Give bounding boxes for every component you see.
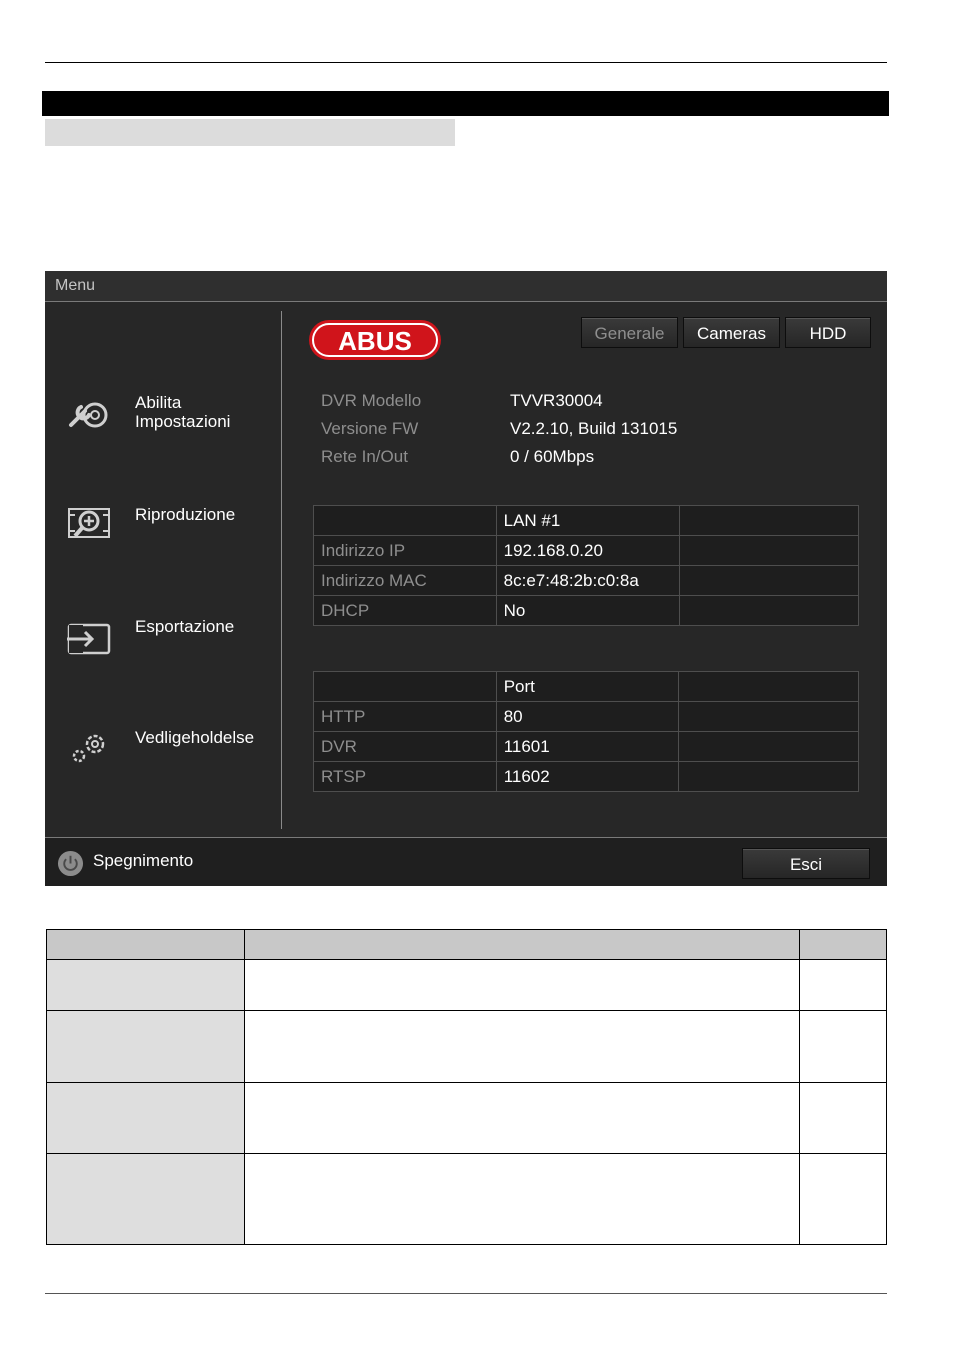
menu-footer: [45, 837, 887, 886]
table-row: [314, 762, 859, 792]
lan-header-cell-1: LAN #1: [496, 506, 679, 536]
table-cell: [800, 960, 887, 1011]
sidebar-item-export-label: Esportazione: [135, 617, 235, 636]
table-cell: [244, 1083, 799, 1154]
tab-hdd[interactable]: HDD: [785, 317, 871, 348]
lan-row-extra: [679, 536, 858, 566]
dvr-menu-screen: [45, 271, 887, 885]
table-row: [314, 672, 859, 702]
lan-table: [313, 505, 859, 626]
table-row: [314, 506, 859, 536]
exit-button[interactable]: Esci: [742, 848, 870, 879]
lan-row-extra: [679, 596, 858, 626]
port-row-extra: [679, 762, 859, 792]
table-cell: [800, 1011, 887, 1083]
port-row-label: DVR: [314, 732, 497, 762]
sidebar-divider: [281, 311, 282, 829]
settings-wrench-icon: [65, 395, 115, 435]
maintenance-gears-icon: [65, 728, 115, 768]
playback-icon: [65, 503, 115, 543]
table-cell: [244, 1011, 799, 1083]
bottom-rule: [45, 1293, 887, 1294]
lan-row-label: Indirizzo MAC: [314, 566, 497, 596]
document-table: [46, 929, 887, 1245]
abus-logo-text: ABUS: [338, 326, 412, 356]
port-row-value: 11601: [496, 732, 679, 762]
table-cell: [47, 1154, 245, 1245]
table-cell: [47, 960, 245, 1011]
port-row-extra: [679, 702, 859, 732]
sidebar-item-maintenance[interactable]: [65, 726, 279, 770]
lan-row-value: 8c:e7:48:2b:c0:8a: [496, 566, 679, 596]
lan-row-value: 192.168.0.20: [496, 536, 679, 566]
table-row: [47, 960, 887, 1011]
fw-version-label: Versione FW: [321, 419, 419, 438]
abus-logo: [308, 319, 442, 361]
dvr-model-label: DVR Modello: [321, 391, 422, 410]
port-row-extra: [679, 732, 859, 762]
lan-header-cell-0: [314, 506, 497, 536]
shutdown-button[interactable]: [57, 848, 217, 878]
export-icon: [65, 617, 115, 657]
table-header-cell: [800, 930, 887, 960]
port-header-cell-0: [314, 672, 497, 702]
table-row: [47, 1154, 887, 1245]
port-header-cell-2: [679, 672, 859, 702]
table-row: [314, 702, 859, 732]
sidebar-item-maintenance-label: Vedligeholdelse: [135, 728, 255, 747]
lan-header-cell-2: [679, 506, 858, 536]
table-cell: [244, 1154, 799, 1245]
lan-row-extra: [679, 566, 858, 596]
port-row-value: 11602: [496, 762, 679, 792]
fw-version-value: V2.2.10, Build 131015: [510, 419, 678, 438]
top-rule: [45, 62, 887, 63]
subsection-header-bar: [45, 119, 455, 146]
table-row: [314, 536, 859, 566]
tab-cameras[interactable]: Cameras: [683, 317, 780, 348]
sidebar-item-settings-label-2: Impostazioni: [135, 412, 231, 431]
port-row-value: 80: [496, 702, 679, 732]
menu-titlebar: [45, 271, 887, 302]
network-io-value: 0 / 60Mbps: [510, 447, 595, 466]
table-cell: [47, 1011, 245, 1083]
table-header-cell: [244, 930, 799, 960]
table-row: [47, 1083, 887, 1154]
sidebar-item-playback[interactable]: [65, 503, 279, 547]
sidebar-item-export[interactable]: [65, 613, 279, 657]
lan-row-value: No: [496, 596, 679, 626]
tab-generale[interactable]: Generale: [581, 317, 678, 348]
lan-row-label: Indirizzo IP: [314, 536, 497, 566]
table-cell: [800, 1154, 887, 1245]
network-io-label: Rete In/Out: [321, 447, 408, 466]
table-header-row: [47, 930, 887, 960]
table-row: [47, 1011, 887, 1083]
sidebar-item-settings[interactable]: [65, 391, 279, 435]
port-row-label: RTSP: [314, 762, 497, 792]
menu-title: Menu: [55, 277, 96, 294]
table-row: [314, 732, 859, 762]
sidebar-item-playback-label: Riproduzione: [135, 505, 236, 524]
table-row: [314, 596, 859, 626]
table-cell: [800, 1083, 887, 1154]
shutdown-label: Spegnimento: [93, 851, 194, 870]
section-header-bar: [42, 91, 889, 116]
power-icon: [57, 850, 84, 877]
table-row: [314, 566, 859, 596]
port-header-cell-1: Port: [496, 672, 679, 702]
port-row-label: HTTP: [314, 702, 497, 732]
table-cell: [47, 1083, 245, 1154]
table-header-cell: [47, 930, 245, 960]
table-cell: [244, 960, 799, 1011]
sidebar-item-settings-label-1: Abilita: [135, 393, 182, 412]
dvr-model-value: TVVR30004: [510, 391, 603, 410]
lan-row-label: DHCP: [314, 596, 497, 626]
port-table: [313, 671, 859, 792]
